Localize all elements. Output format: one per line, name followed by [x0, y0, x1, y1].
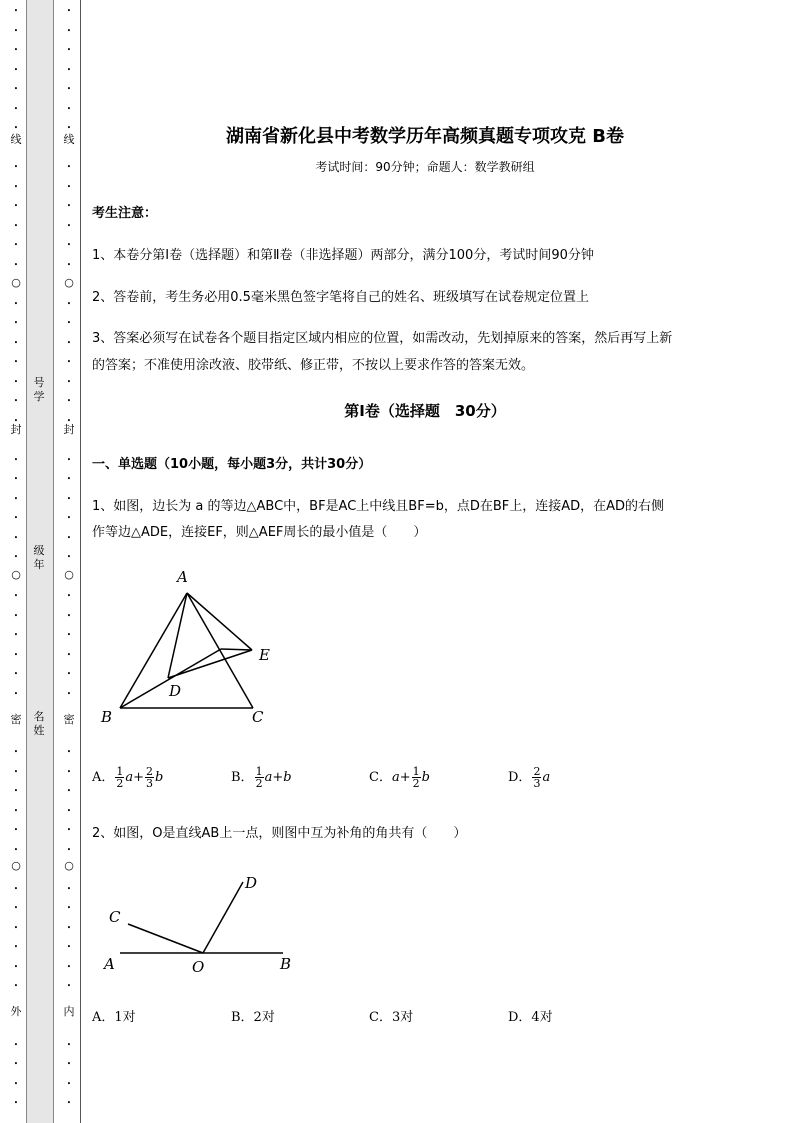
margin-label: 内	[63, 1005, 75, 1018]
margin-circle: ○	[11, 568, 21, 581]
margin-dot: •	[13, 631, 19, 639]
q2-line1: 2、如图，O是直线AB上一点，则图中互为补角的角共有（ ）	[92, 826, 467, 841]
margin-dot: •	[66, 378, 72, 386]
margin-dot: •	[13, 66, 19, 74]
margin-dot: •	[66, 66, 72, 74]
margin-dot: •	[13, 105, 19, 113]
margin-dot: •	[66, 495, 72, 503]
margin-label: 密	[10, 713, 22, 726]
q1-option-d: D． $\frac{2}{3}$ a	[508, 765, 551, 790]
margin-dot: •	[13, 7, 19, 15]
margin-dot: •	[13, 885, 19, 893]
margin-dot: •	[66, 534, 72, 542]
margin-dot: •	[66, 1099, 72, 1107]
margin-rule	[80, 0, 81, 1123]
margin-dot: •	[13, 261, 19, 269]
margin-dot: •	[13, 787, 19, 795]
margin-dot: •	[66, 222, 72, 230]
exam-title: 湖南省新化县中考数学历年高频真题专项攻克 B卷	[226, 126, 624, 147]
margin-dot: •	[66, 163, 72, 171]
margin-dot: •	[13, 982, 19, 990]
section-heading: 一、单选题（10小题，每小题3分，共计30分）	[92, 457, 372, 472]
q2-point-b: B	[280, 955, 292, 973]
margin-dot: •	[66, 1080, 72, 1088]
margin-dot: •	[13, 417, 19, 425]
margin-dot: •	[13, 456, 19, 464]
q2-option-a: A．1对	[92, 1010, 136, 1025]
margin-dot: •	[13, 924, 19, 932]
margin-label: 线	[10, 133, 22, 146]
margin-dot: •	[66, 475, 72, 483]
margin-label: 封	[63, 423, 75, 436]
margin-circle: ○	[11, 859, 21, 872]
name-label: 名 姓	[33, 710, 45, 737]
grade-label: 级 年	[33, 544, 45, 571]
margin-label: 密	[63, 713, 75, 726]
q2-point-d: D	[245, 874, 258, 892]
margin-dot: •	[13, 27, 19, 35]
margin-dot: •	[13, 397, 19, 405]
notice-item-1: 1、本卷分第I卷（选择题）和第Ⅱ卷（非选择题）两部分，满分100分，考试时间90分钟	[92, 248, 594, 263]
margin-dot: •	[13, 319, 19, 327]
exam-subtitle: 考试时间：90分钟；命题人：数学教研组	[315, 160, 535, 174]
margin-dot: •	[66, 124, 72, 132]
margin-dot: •	[66, 924, 72, 932]
q2-point-c: C	[109, 908, 121, 926]
margin-dot: •	[66, 690, 72, 698]
margin-dot: •	[66, 417, 72, 425]
margin-dot: •	[13, 1060, 19, 1068]
margin-dot: •	[66, 456, 72, 464]
margin-dot: •	[66, 651, 72, 659]
q2-option-b: B．2对	[231, 1010, 275, 1025]
margin-dot: •	[66, 807, 72, 815]
notice-item-3: 3、答案必须写在试卷各个题目指定区域内相应的位置，如需改动，先划掉原来的答案，然后再写上新	[92, 331, 673, 346]
margin-dot: •	[13, 339, 19, 347]
margin-dot: •	[66, 7, 72, 15]
q2-point-a: A	[104, 955, 115, 973]
margin-dot: •	[13, 358, 19, 366]
margin-dot: •	[66, 261, 72, 269]
margin-dot: •	[66, 27, 72, 35]
margin-dot: •	[13, 202, 19, 210]
notice-item-3-cont: 的答案；不准使用涂改液、胶带纸、修正带，不按以上要求作答的答案无效。	[92, 358, 535, 373]
margin-dot: •	[13, 904, 19, 912]
margin-dot: •	[13, 612, 19, 620]
margin-label: 线	[63, 133, 75, 146]
part1-heading: 第I卷（选择题 30分）	[344, 402, 506, 420]
margin-dot: •	[66, 768, 72, 776]
margin-dot: •	[66, 358, 72, 366]
margin-dot: •	[13, 534, 19, 542]
q1-line1: 1、如图，边长为 a 的等边△ABC中，BF是AC上中线且BF=b，点D在BF上，连接AD，在AD的右侧	[92, 499, 665, 514]
margin-dot: •	[66, 105, 72, 113]
margin-dot: •	[66, 397, 72, 405]
margin-dot: •	[66, 826, 72, 834]
margin-dot: •	[13, 241, 19, 249]
margin-dot: •	[13, 1099, 19, 1107]
margin-dot: •	[66, 183, 72, 191]
margin-dot: •	[13, 495, 19, 503]
q2-option-d: D．4对	[508, 1010, 553, 1025]
margin-circle: ○	[64, 568, 74, 581]
margin-dot: •	[13, 475, 19, 483]
margin-dot: •	[66, 202, 72, 210]
margin-circle: ○	[64, 859, 74, 872]
margin-dot: •	[13, 826, 19, 834]
margin-dot: •	[66, 1041, 72, 1049]
margin-dot: •	[13, 690, 19, 698]
notice-item-2: 2、答卷前，考生务必用0.5毫米黑色签字笔将自己的姓名、班级填写在试卷规定位置上	[92, 290, 589, 305]
q1-point-d: D	[169, 682, 182, 700]
q1-option-a: A． $\frac{1}{2}$ a+ $\frac{2}{3}$ b	[92, 765, 164, 790]
margin-dot: •	[13, 124, 19, 132]
margin-label: 封	[10, 423, 22, 436]
margin-dot: •	[66, 612, 72, 620]
margin-dot: •	[66, 592, 72, 600]
margin-dot: •	[66, 319, 72, 327]
q2-option-c: C．3对	[369, 1010, 414, 1025]
margin-dot: •	[66, 787, 72, 795]
margin-dot: •	[13, 846, 19, 854]
margin-dot: •	[13, 300, 19, 308]
margin-dot: •	[66, 514, 72, 522]
q2-point-o: O	[192, 958, 205, 976]
margin-dot: •	[13, 514, 19, 522]
margin-dot: •	[13, 378, 19, 386]
margin-dot: •	[13, 1080, 19, 1088]
margin-dot: •	[13, 592, 19, 600]
margin-dot: •	[13, 670, 19, 678]
margin-dot: •	[66, 339, 72, 347]
margin-dot: •	[66, 885, 72, 893]
margin-dot: •	[66, 300, 72, 308]
q1-point-b: B	[101, 708, 113, 726]
q1-point-c: C	[252, 708, 264, 726]
margin-dot: •	[13, 748, 19, 756]
margin-dot: •	[66, 670, 72, 678]
q1-figure	[95, 560, 295, 730]
margin-dot: •	[66, 1060, 72, 1068]
student-id-label: 号 学	[33, 376, 45, 403]
margin-dot: •	[13, 768, 19, 776]
margin-dot: •	[66, 748, 72, 756]
margin-dot: •	[66, 982, 72, 990]
margin-dot: •	[13, 85, 19, 93]
margin-dot: •	[66, 553, 72, 561]
margin-dot: •	[66, 631, 72, 639]
margin-dot: •	[13, 222, 19, 230]
margin-dot: •	[13, 963, 19, 971]
q1-point-e: E	[259, 646, 270, 664]
margin-dot: •	[66, 943, 72, 951]
margin-dot: •	[13, 1041, 19, 1049]
margin-dot: •	[66, 85, 72, 93]
margin-dot: •	[66, 963, 72, 971]
margin-dot: •	[66, 46, 72, 54]
margin-dot: •	[13, 553, 19, 561]
margin-dot: •	[66, 904, 72, 912]
margin-dot: •	[66, 241, 72, 249]
margin-dot: •	[13, 651, 19, 659]
margin-dot: •	[13, 807, 19, 815]
q1-option-b: B． $\frac{1}{2}$ a+b	[231, 765, 292, 790]
q1-option-c: C．a+ $\frac{1}{2}$ b	[369, 765, 430, 790]
margin-dot: •	[66, 846, 72, 854]
q1-line2: 作等边△ADE，连接EF，则△AEF周长的最小值是（ ）	[92, 525, 427, 540]
margin-dot: •	[13, 46, 19, 54]
q2-figure	[100, 868, 310, 978]
margin-dot: •	[13, 943, 19, 951]
margin-dot: •	[13, 163, 19, 171]
margin-label: 外	[10, 1005, 22, 1018]
margin-circle: ○	[11, 276, 21, 289]
q1-point-a: A	[177, 568, 188, 586]
notice-heading: 考生注意：	[92, 206, 158, 221]
margin-dot: •	[13, 183, 19, 191]
margin-circle: ○	[64, 276, 74, 289]
